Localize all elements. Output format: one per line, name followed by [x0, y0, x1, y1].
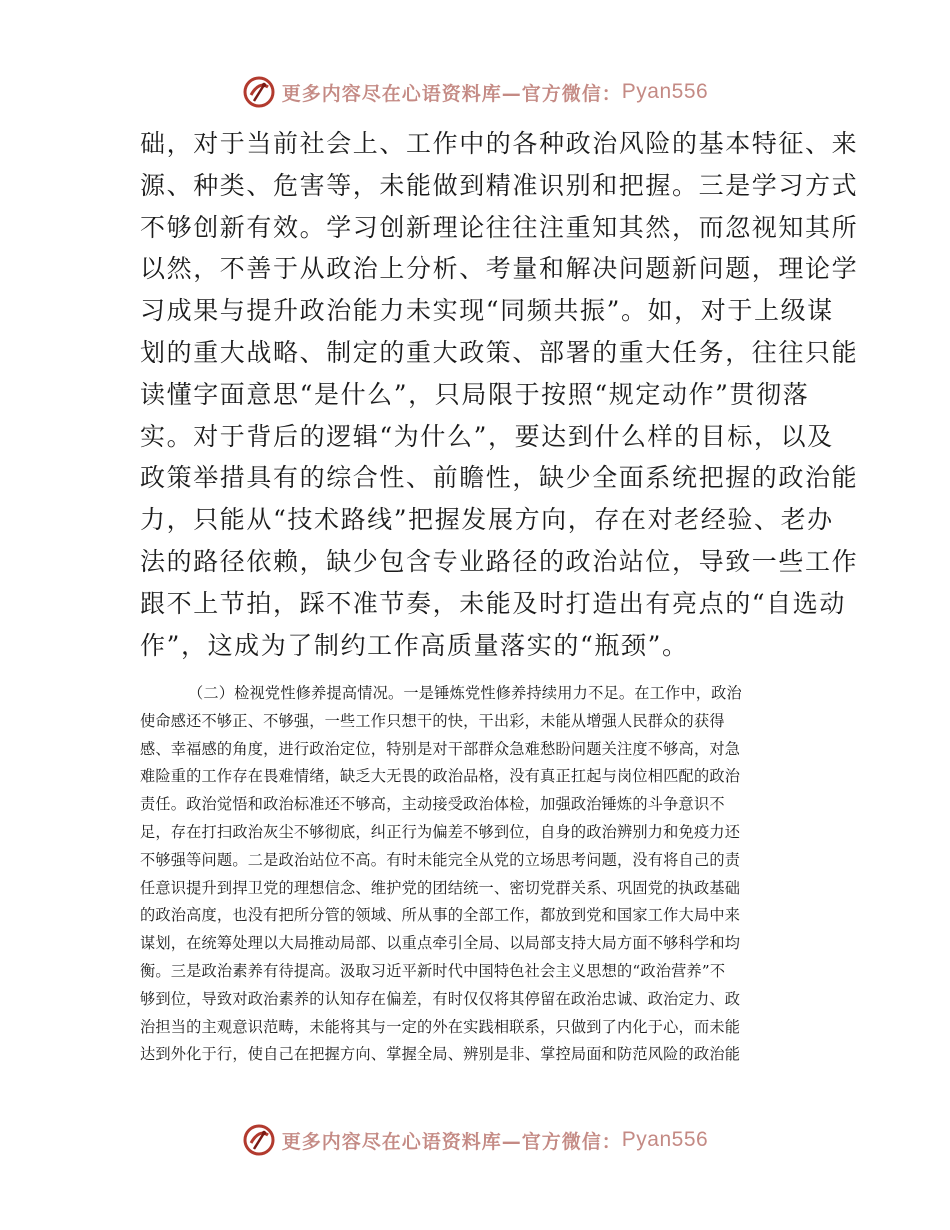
text-line: 法的路径依赖，缺少包含专业路径的政治站位，导致一些工作: [140, 546, 859, 576]
text-line: 划的重大战略、制定的重大政策、部署的重大任务，往往只能: [140, 337, 859, 367]
header-banner: [0, 72, 950, 112]
text-line: 治担当的主观意识范畴，未能将其与一定的外在实践相联系，只做到了内化于心，而未能: [140, 1017, 741, 1036]
brand-logo-icon: [242, 1123, 276, 1157]
banner-wechat-id: Pyan556: [621, 1128, 709, 1151]
text-line: 跟不上节拍，踩不准节奏，未能及时打造出有亮点的“自选动: [140, 588, 846, 618]
text-line: 不够强等问题。二是政治站位不高。有时未能完全从党的立场思考问题，没有将自己的责: [140, 850, 741, 869]
banner-text: 更多内容尽在心语资料库—官方微信：: [281, 1130, 622, 1153]
banner-wechat-id: Pyan556: [621, 80, 709, 103]
text-line: 力，只能从“技术路线”把握发展方向，存在对老经验、老办: [140, 505, 834, 535]
text-line: 使命感还不够正、不够强，一些工作只想干的快，干出彩，未能从增强人民群众的获得: [140, 711, 725, 730]
text-line: 读懂字面意思“是什么”，只局限于按照“规定动作”贯彻落: [140, 379, 810, 409]
banner-text: 更多内容尽在心语资料库—官方微信：: [281, 82, 622, 105]
text-line: 政策举措具有的综合性、前瞻性，缺少全面系统把握的政治能: [140, 463, 859, 493]
section1-text: [140, 123, 859, 666]
text-line: 达到外化于行，使自己在把握方向、掌握全局、辨别是非、掌控局面和防范风险的政治能: [140, 1045, 741, 1064]
text-line: 足，存在打扫政治灰尘不够彻底，纠正行为偏差不够到位，自身的政治辨别力和免疫力还: [140, 822, 741, 841]
brand-logo-icon: [242, 75, 276, 109]
text-line: （二）检视党性修养提高情况。一是锤炼党性修养持续用力不足。在工作中，政治: [188, 684, 742, 702]
footer-banner: [0, 1120, 950, 1160]
text-line: 责任。政治觉悟和政治标准还不够高，主动接受政治体检，加强政治锤炼的斗争意识不: [140, 795, 725, 814]
text-line: 作”，这成为了制约工作高质量落实的“瓶颈”。: [140, 630, 689, 660]
text-line: 任意识提升到捍卫党的理想信念、维护党的团结统一、密切党群关系、巩固党的执政基础: [140, 878, 741, 897]
text-line: 的政治高度，也没有把所分管的领域、所从事的全部工作，都放到党和国家工作大局中来: [140, 906, 741, 925]
text-line: 源、种类、危害等，未能做到精准识别和把握。三是学习方式: [140, 170, 859, 200]
text-line: 难险重的工作存在畏难情绪，缺乏大无畏的政治品格，没有真正扛起与岗位相匹配的政治: [140, 767, 741, 786]
section2-text: [140, 680, 824, 1069]
text-line: 感、幸福感的角度，进行政治定位，特别是对干部群众急难愁盼问题关注度不够高，对急: [140, 739, 741, 758]
text-line: 实。对于背后的逻辑“为什么”，要达到什么样的目标，以及: [140, 421, 834, 451]
text-line: 衡。三是政治素养有待提高。汲取习近平新时代中国特色社会主义思想的“政治营养”不: [140, 961, 726, 980]
text-line: 习成果与提升政治能力未实现“同频共振”。如，对于上级谋: [140, 296, 834, 326]
text-line: 不够创新有效。学习创新理论往往注重知其然，而忽视知其所: [140, 212, 859, 242]
text-line: 以然，不善于从政治上分析、考量和解决问题新问题，理论学: [140, 254, 859, 284]
text-line: 础，对于当前社会上、工作中的各种政治风险的基本特征、来: [140, 129, 859, 158]
text-line: 谋划，在统筹处理以大局推动局部、以重点牵引全局、以局部支持大局方面不够科学和均: [140, 934, 741, 953]
text-line: 够到位，导致对政治素养的认知存在偏差，有时仅仅将其停留在政治忠诚、政治定力、政: [140, 989, 741, 1008]
